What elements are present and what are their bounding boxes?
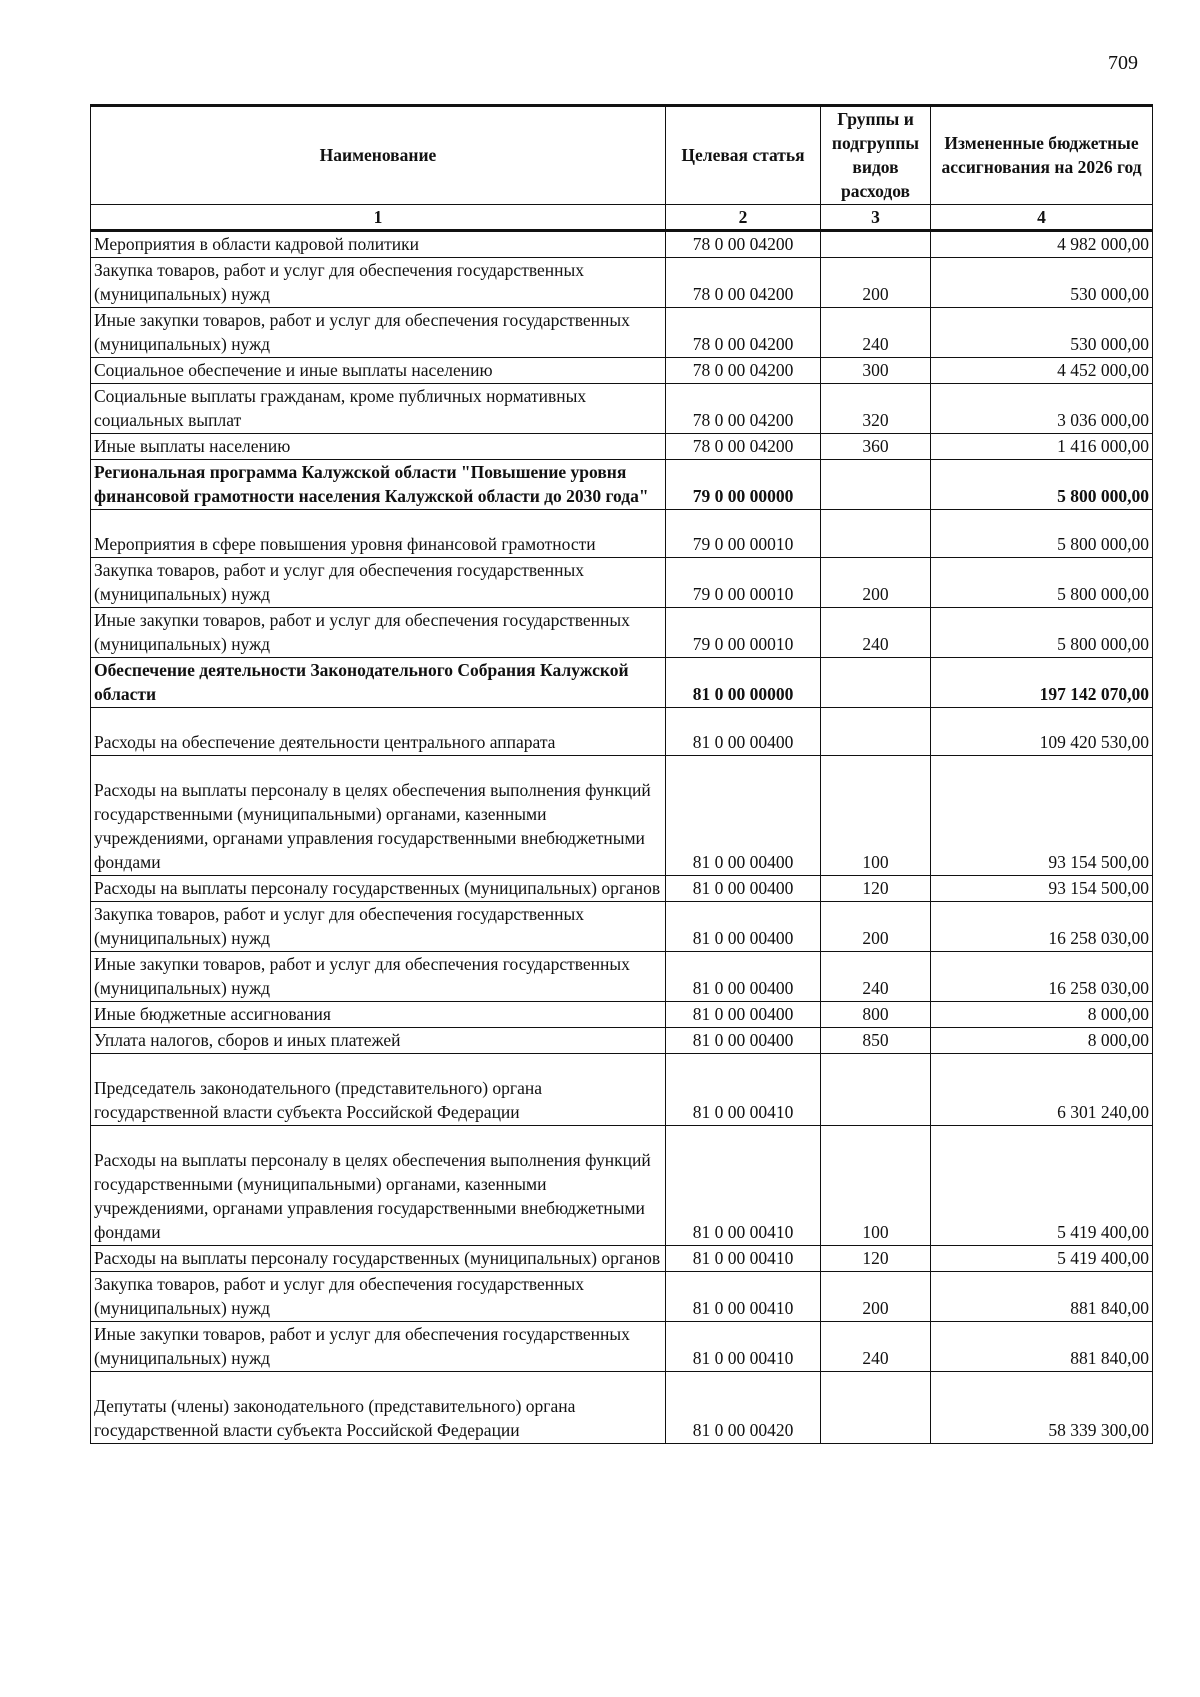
row-name: Иные выплаты населению: [91, 434, 666, 460]
table-row: [91, 434, 1153, 460]
page-number: 709: [1108, 52, 1138, 74]
column-number: 4: [931, 205, 1153, 231]
table-row: [91, 231, 1153, 258]
row-name: Закупка товаров, работ и услуг для обеспечения государственных (муниципальных) нужд: [91, 1272, 666, 1322]
row-amount: 4 452 000,00: [931, 358, 1153, 384]
row-name: Иные закупки товаров, работ и услуг для обеспечения государственных (муниципальных) нужд: [91, 608, 666, 658]
row-target-code: 78 0 00 04200: [666, 258, 821, 308]
table-row: [91, 1002, 1153, 1028]
table-row: [91, 384, 1153, 434]
row-target-code: 79 0 00 00010: [666, 608, 821, 658]
row-group-code: 200: [821, 902, 931, 952]
row-amount: 8 000,00: [931, 1002, 1153, 1028]
row-target-code: 81 0 00 00410: [666, 1322, 821, 1372]
table-row: [91, 358, 1153, 384]
row-name: Социальные выплаты гражданам, кроме публичных нормативных социальных выплат: [91, 384, 666, 434]
row-amount: 530 000,00: [931, 308, 1153, 358]
row-target-code: 78 0 00 04200: [666, 358, 821, 384]
row-group-code: 120: [821, 1246, 931, 1272]
table-row: [91, 608, 1153, 658]
row-amount: 3 036 000,00: [931, 384, 1153, 434]
row-target-code: 78 0 00 04200: [666, 231, 821, 258]
table-row: [91, 876, 1153, 902]
row-amount: 93 154 500,00: [931, 876, 1153, 902]
table-row: [91, 460, 1153, 510]
row-group-code: 200: [821, 258, 931, 308]
column-number-row: [91, 205, 1153, 231]
row-amount: 5 800 000,00: [931, 460, 1153, 510]
row-name: Социальное обеспечение и иные выплаты населению: [91, 358, 666, 384]
row-name: Закупка товаров, работ и услуг для обеспечения государственных (муниципальных) нужд: [91, 558, 666, 608]
row-name: Расходы на выплаты персоналу в целях обеспечения выполнения функций государственными (муниципальными) органами, казенными учреждениями, органами управления государственными внебюджетными фондами: [91, 756, 666, 876]
table-row: [91, 258, 1153, 308]
row-name: Расходы на выплаты персоналу государственных (муниципальных) органов: [91, 1246, 666, 1272]
row-amount: 6 301 240,00: [931, 1054, 1153, 1126]
row-group-code: [821, 510, 931, 558]
row-group-code: 200: [821, 558, 931, 608]
row-amount: 881 840,00: [931, 1272, 1153, 1322]
header-row: [91, 106, 1153, 205]
row-target-code: 81 0 00 00410: [666, 1126, 821, 1246]
row-name: Уплата налогов, сборов и иных платежей: [91, 1028, 666, 1054]
row-amount: 197 142 070,00: [931, 658, 1153, 708]
header-groups: Группы и подгруппы видов расходов: [821, 106, 931, 205]
table-body: [91, 231, 1153, 1444]
row-group-code: 200: [821, 1272, 931, 1322]
row-amount: 4 982 000,00: [931, 231, 1153, 258]
row-target-code: 81 0 00 00400: [666, 708, 821, 756]
row-target-code: 81 0 00 00400: [666, 952, 821, 1002]
header-amount: Измененные бюджетные ассигнования на 2026 год: [931, 106, 1153, 205]
table-row: [91, 1126, 1153, 1246]
row-name: Расходы на выплаты персоналу государственных (муниципальных) органов: [91, 876, 666, 902]
table-row: [91, 1246, 1153, 1272]
row-amount: 16 258 030,00: [931, 952, 1153, 1002]
row-name: Закупка товаров, работ и услуг для обеспечения государственных (муниципальных) нужд: [91, 902, 666, 952]
table-row: [91, 558, 1153, 608]
row-amount: 881 840,00: [931, 1322, 1153, 1372]
row-group-code: 240: [821, 308, 931, 358]
row-target-code: 79 0 00 00010: [666, 558, 821, 608]
table-row: [91, 1054, 1153, 1126]
budget-table: [90, 104, 1153, 1444]
row-name: Иные закупки товаров, работ и услуг для обеспечения государственных (муниципальных) нужд: [91, 1322, 666, 1372]
table-row: [91, 1272, 1153, 1322]
row-name: Обеспечение деятельности Законодательного Собрания Калужской области: [91, 658, 666, 708]
row-group-code: [821, 231, 931, 258]
row-group-code: [821, 708, 931, 756]
row-target-code: 78 0 00 04200: [666, 384, 821, 434]
row-name: Региональная программа Калужской области "Повышение уровня финансовой грамотности населения Калужской области до 2030 года": [91, 460, 666, 510]
row-group-code: 100: [821, 756, 931, 876]
table-row: [91, 902, 1153, 952]
row-amount: 16 258 030,00: [931, 902, 1153, 952]
row-group-code: 300: [821, 358, 931, 384]
row-name: Мероприятия в области кадровой политики: [91, 231, 666, 258]
row-group-code: 240: [821, 608, 931, 658]
row-name: Иные закупки товаров, работ и услуг для обеспечения государственных (муниципальных) нужд: [91, 308, 666, 358]
table-row: [91, 658, 1153, 708]
row-target-code: 79 0 00 00010: [666, 510, 821, 558]
table-row: [91, 708, 1153, 756]
row-name: Депутаты (члены) законодательного (представительного) органа государственной власти субъекта Российской Федерации: [91, 1372, 666, 1444]
row-group-code: 240: [821, 952, 931, 1002]
row-group-code: 320: [821, 384, 931, 434]
table-row: [91, 952, 1153, 1002]
row-amount: 5 419 400,00: [931, 1246, 1153, 1272]
row-group-code: 800: [821, 1002, 931, 1028]
row-name: Иные бюджетные ассигнования: [91, 1002, 666, 1028]
row-group-code: [821, 460, 931, 510]
row-target-code: 81 0 00 00400: [666, 876, 821, 902]
column-number: 1: [91, 205, 666, 231]
row-name: Мероприятия в сфере повышения уровня финансовой грамотности: [91, 510, 666, 558]
table-row: [91, 1028, 1153, 1054]
row-name: Расходы на выплаты персоналу в целях обеспечения выполнения функций государственными (муниципальными) органами, казенными учреждениями, органами управления государственными внебюджетными фондами: [91, 1126, 666, 1246]
table-row: [91, 756, 1153, 876]
row-name: Закупка товаров, работ и услуг для обеспечения государственных (муниципальных) нужд: [91, 258, 666, 308]
table-row: [91, 1372, 1153, 1444]
row-amount: 5 800 000,00: [931, 510, 1153, 558]
row-name: Председатель законодательного (представительного) органа государственной власти субъекта Российской Федерации: [91, 1054, 666, 1126]
table-row: [91, 1322, 1153, 1372]
row-amount: 8 000,00: [931, 1028, 1153, 1054]
row-group-code: [821, 658, 931, 708]
row-target-code: 81 0 00 00410: [666, 1054, 821, 1126]
row-amount: 5 800 000,00: [931, 608, 1153, 658]
row-target-code: 78 0 00 04200: [666, 434, 821, 460]
row-amount: 5 800 000,00: [931, 558, 1153, 608]
row-group-code: 850: [821, 1028, 931, 1054]
row-target-code: 81 0 00 00420: [666, 1372, 821, 1444]
row-target-code: 81 0 00 00400: [666, 1002, 821, 1028]
row-amount: 109 420 530,00: [931, 708, 1153, 756]
row-amount: 530 000,00: [931, 258, 1153, 308]
header-target: Целевая статья: [666, 106, 821, 205]
table-row: [91, 510, 1153, 558]
row-amount: 1 416 000,00: [931, 434, 1153, 460]
row-group-code: 240: [821, 1322, 931, 1372]
row-amount: 58 339 300,00: [931, 1372, 1153, 1444]
row-group-code: 120: [821, 876, 931, 902]
row-target-code: 81 0 00 00400: [666, 1028, 821, 1054]
row-name: Иные закупки товаров, работ и услуг для обеспечения государственных (муниципальных) нужд: [91, 952, 666, 1002]
row-target-code: 78 0 00 04200: [666, 308, 821, 358]
column-number: 3: [821, 205, 931, 231]
row-target-code: 81 0 00 00400: [666, 902, 821, 952]
column-number: 2: [666, 205, 821, 231]
row-target-code: 81 0 00 00400: [666, 756, 821, 876]
row-name: Расходы на обеспечение деятельности центрального аппарата: [91, 708, 666, 756]
row-group-code: 100: [821, 1126, 931, 1246]
row-target-code: 79 0 00 00000: [666, 460, 821, 510]
row-target-code: 81 0 00 00410: [666, 1272, 821, 1322]
row-group-code: [821, 1372, 931, 1444]
row-target-code: 81 0 00 00410: [666, 1246, 821, 1272]
header-name: Наименование: [91, 106, 666, 205]
row-group-code: [821, 1054, 931, 1126]
row-amount: 93 154 500,00: [931, 756, 1153, 876]
row-target-code: 81 0 00 00000: [666, 658, 821, 708]
row-amount: 5 419 400,00: [931, 1126, 1153, 1246]
table-row: [91, 308, 1153, 358]
row-group-code: 360: [821, 434, 931, 460]
